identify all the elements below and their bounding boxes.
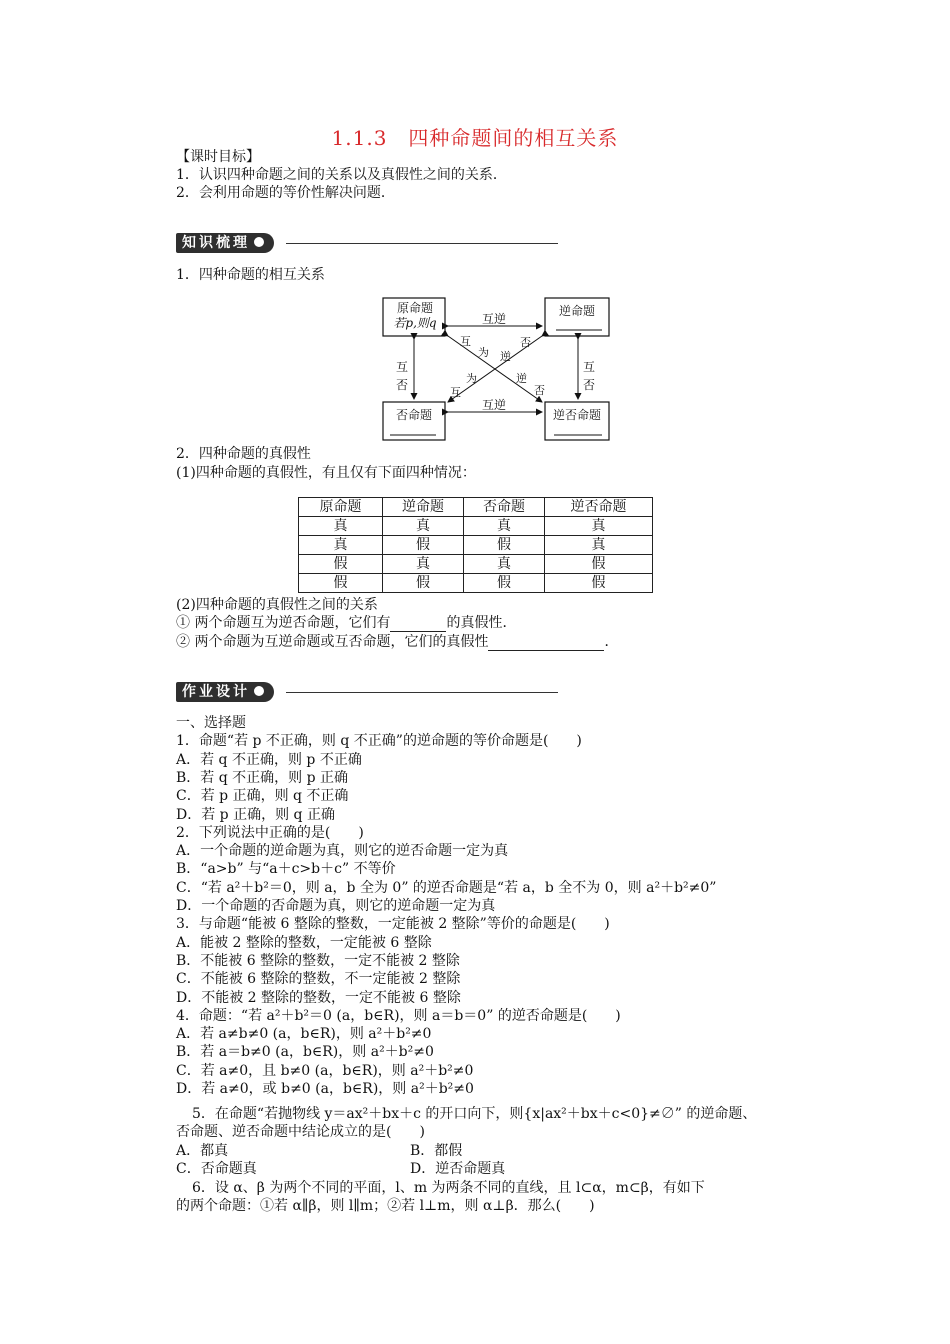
question-line: C．“若 a²＋b²＝0，则 a，b 全为 0” 的逆否命题是“若 a，b 全不为 0，则 a²＋b²≠0” [176, 879, 717, 896]
diag-label: 互 [460, 335, 471, 348]
question-line: D．不能被 2 整除的整数，一定不能被 6 整除 [176, 989, 461, 1006]
question-line: 一、选择题 [176, 715, 246, 731]
table-cell: 假 [464, 574, 545, 593]
page-title: 1.1.3 四种命题间的相互关系 [331, 126, 619, 150]
question-line: B．“a>b” 与“a＋c>b＋c” 不等价 [176, 861, 396, 878]
fill-blank [390, 617, 446, 632]
converse-label: 逆命题 [558, 304, 595, 318]
question-line: D．一个命题的否命题为真，则它的逆命题一定为真 [176, 898, 496, 914]
item-heading: 2．四种命题的真假性 [176, 446, 311, 462]
table-header: 原命题 [299, 498, 383, 517]
table-cell: 假 [383, 574, 464, 593]
table-header: 逆否命题 [545, 498, 653, 517]
goal-item: 2．会利用命题的等价性解决问题． [176, 185, 395, 201]
question-line: D．若 p 正确，则 q 正确 [176, 806, 335, 823]
diag-label: 逆 [516, 372, 527, 385]
table-cell: 假 [299, 574, 383, 593]
table-cell: 真 [383, 517, 464, 536]
relation-text: ② 两个命题为互逆命题或互否命题，它们的真假性 [176, 634, 489, 650]
question-line: C．若 a≠0，且 b≠0 (a，b∈R)，则 a²＋b²≠0 [176, 1062, 474, 1079]
table-cell: 假 [383, 536, 464, 555]
original-form: 若p,则q [393, 316, 437, 330]
goal-item: 1．认识四种命题之间的关系以及真假性之间的关系． [176, 167, 507, 183]
table-header: 否命题 [464, 498, 545, 517]
relation-text: ． [604, 634, 619, 650]
left-relation-2: 否 [396, 378, 409, 392]
question-line: 否命题、逆否命题中结论成立的是( ) [176, 1124, 425, 1140]
inverse-label: 否命题 [395, 408, 432, 422]
question-line: A．能被 2 整除的整数，一定能被 6 整除 [176, 934, 432, 951]
question-line: C．不能被 6 整除的整数，不一定能被 2 整除 [176, 971, 461, 988]
table-cell: 真 [299, 517, 383, 536]
option: B．都假 [410, 1143, 463, 1159]
question-line: 1．命题“若 p 不正确，则 q 不正确”的逆命题的等价命题是( ) [176, 733, 582, 750]
option: C．否命题真 [176, 1161, 257, 1177]
relation-line-1 [176, 614, 516, 632]
table-cell: 真 [464, 555, 545, 574]
question-line: 2．下列说法中正确的是( ) [176, 824, 364, 841]
goals-heading: 【课时目标】 [176, 149, 260, 165]
section-divider [286, 692, 558, 693]
question-line: B．若 a＝b≠0 (a，b∈R)，则 a²＋b²≠0 [176, 1044, 434, 1061]
table-header: 逆命题 [383, 498, 464, 517]
question-line: C．若 p 正确，则 q 不正确 [176, 788, 349, 805]
table-cell: 真 [545, 536, 653, 555]
item-subheading: (1)四种命题的真假性，有且仅有下面四种情况： [176, 465, 476, 481]
table-cell: 真 [464, 517, 545, 536]
question-line: B．不能被 6 整除的整数，一定不能被 2 整除 [176, 952, 460, 969]
table-header-row [299, 498, 653, 517]
table-cell: 真 [545, 517, 653, 536]
question-line: B．若 q 不正确，则 p 正确 [176, 769, 349, 786]
section-header-knowledge [176, 233, 558, 253]
original-label: 原命题 [396, 301, 433, 315]
section-label [176, 233, 274, 253]
fill-blank [488, 636, 604, 651]
table-cell: 假 [545, 555, 653, 574]
question-line: D．若 a≠0，或 b≠0 (a，b∈R)，则 a²＋b²≠0 [176, 1081, 474, 1097]
table-row [299, 555, 653, 574]
section-label [176, 682, 274, 702]
right-relation-1: 互 [583, 360, 596, 374]
diag-label: 为 [466, 372, 477, 385]
section-divider [286, 243, 558, 244]
question-line: A．若 q 不正确，则 p 不正确 [176, 751, 362, 768]
relation-text: ① 两个命题互为逆否命题，它们有 [176, 615, 391, 631]
diag-label: 否 [520, 336, 531, 349]
bullet-dot-icon [254, 686, 264, 696]
question-line: A．若 a≠b≠0 (a，b∈R)，则 a²＋b²≠0 [176, 1026, 432, 1043]
diag-label: 为 [478, 346, 489, 359]
table-row [299, 574, 653, 593]
item-subheading: (2)四种命题的真假性之间的关系 [176, 597, 378, 613]
left-relation-1: 互 [396, 360, 409, 374]
section-label-text: 作业设计 [182, 684, 250, 700]
table-cell: 假 [545, 574, 653, 593]
table-cell: 假 [299, 555, 383, 574]
question-line: 4．命题：“若 a²＋b²＝0 (a，b∈R)，则 a＝b＝0” 的逆否命题是( ) [176, 1007, 621, 1024]
bottom-relation-label: 互逆 [482, 398, 507, 412]
option: A．都真 [176, 1143, 229, 1159]
diag-label: 逆 [500, 350, 511, 363]
right-relation-2: 否 [583, 378, 596, 392]
diag-label: 否 [534, 384, 545, 397]
section-header-homework [176, 682, 558, 702]
section-label-text: 知识梳理 [182, 235, 250, 251]
question-line: 3．与命题“能被 6 整除的整数，一定能被 2 整除”等价的命题是( ) [176, 916, 610, 933]
question-line: 的两个命题：①若 α∥β，则 l∥m；②若 l⊥m，则 α⊥β．那么( ) [176, 1198, 595, 1214]
table-cell: 假 [464, 536, 545, 555]
item-heading: 1．四种命题的相互关系 [176, 267, 325, 283]
bullet-dot-icon [254, 237, 264, 247]
diag-label: 互 [450, 386, 461, 399]
question-line: 5．在命题“若抛物线 y＝ax²＋bx＋c 的开口向下，则{x|ax²＋bx＋c<0}≠∅” 的逆命题、 [192, 1106, 757, 1122]
contrapositive-label: 逆否命题 [552, 408, 601, 422]
truth-table [298, 497, 653, 593]
table-cell: 真 [299, 536, 383, 555]
question-line: A．一个命题的逆命题为真，则它的逆否命题一定为真 [176, 843, 509, 860]
table-row [299, 536, 653, 555]
top-relation-label: 互逆 [482, 312, 507, 326]
relation-text: 的真假性． [446, 615, 517, 631]
table-cell: 真 [383, 555, 464, 574]
four-propositions-diagram [378, 296, 614, 442]
table-row [299, 517, 653, 536]
relation-line-2 [176, 633, 618, 651]
question-line: 6．设 α、β 为两个不同的平面，l、m 为两条不同的直线，且 l⊂α，m⊂β，有如下 [192, 1180, 705, 1196]
option: D．逆否命题真 [410, 1161, 506, 1177]
